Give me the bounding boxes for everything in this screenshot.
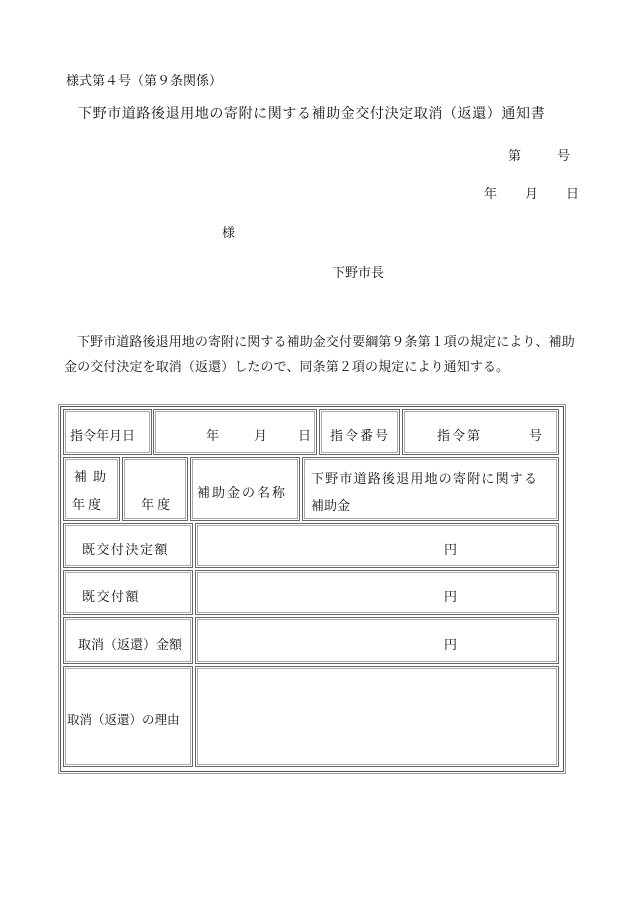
subsidy-name-label-cell: [190, 457, 300, 521]
subsidy-name-label: 補助金の名称: [197, 486, 288, 501]
directive-number-label-cell: [319, 409, 400, 455]
issuer: 下野市長: [332, 266, 385, 281]
cancel-amount-label: 取消（返還）金額: [78, 638, 183, 653]
directive-number-suffix: 号: [529, 429, 543, 444]
document-date: [484, 183, 579, 202]
decided-amount-yen: 円: [444, 543, 458, 558]
reason-label: 取消（返還）の理由: [67, 712, 180, 727]
reason-input-cell[interactable]: [195, 666, 559, 767]
fiscal-year-cell: [122, 457, 188, 521]
directive-date-year: 年: [206, 429, 220, 444]
date-day: 日: [566, 187, 580, 202]
decided-amount-cell: [195, 523, 559, 568]
form-code: 様式第４号（第９条関係）: [66, 74, 223, 89]
directive-date-month: 月: [254, 429, 268, 444]
directive-date-cell: [153, 409, 317, 455]
paid-amount-label: 既交付額: [82, 590, 141, 605]
subsidy-label: 補助: [74, 470, 113, 485]
directive-number-prefix: 指令第: [437, 429, 483, 444]
directive-date-day: 日: [298, 429, 312, 444]
cancel-amount-cell: [195, 617, 559, 664]
number-prefix: 第: [508, 149, 522, 164]
cancel-amount-yen: 円: [444, 638, 458, 653]
addressee: 様: [222, 226, 236, 241]
subsidy-name-line2: 補助金: [311, 499, 351, 514]
document-number: [508, 145, 570, 164]
document-title: 下野市道路後退用地の寄附に関する補助金交付決定取消（返還）通知書: [78, 106, 546, 122]
directive-number-label: 指令番号: [330, 429, 391, 444]
number-suffix: 号: [557, 149, 571, 164]
decided-amount-label: 既交付決定額: [82, 543, 170, 558]
date-month: 月: [525, 187, 539, 202]
subsidy-year-label-cell: [63, 457, 120, 521]
subsidy-name-line1: 下野市道路後退用地の寄附に関する: [311, 472, 539, 487]
fiscal-year-unit: 年度: [141, 498, 174, 513]
date-year: 年: [484, 187, 498, 202]
reason-label-cell: [63, 666, 193, 767]
decided-amount-label-cell: [63, 523, 193, 568]
paid-amount-label-cell: [63, 570, 193, 615]
fiscal-year-label: 年度: [72, 498, 105, 513]
paid-amount-yen: 円: [444, 590, 458, 605]
paid-amount-cell: [195, 570, 559, 615]
directive-date-label: 指令年月日: [70, 429, 136, 444]
body-text: 下野市道路後退用地の寄附に関する補助金交付要綱第９条第１項の規定により、補助金の交付決定を取消（返還）したので、同条第２項の規定により通知する。: [64, 335, 575, 375]
directive-number-cell: [402, 409, 559, 455]
subsidy-name-cell: [302, 457, 559, 521]
directive-date-label-cell: [63, 409, 152, 455]
cancel-amount-label-cell: [63, 617, 193, 664]
